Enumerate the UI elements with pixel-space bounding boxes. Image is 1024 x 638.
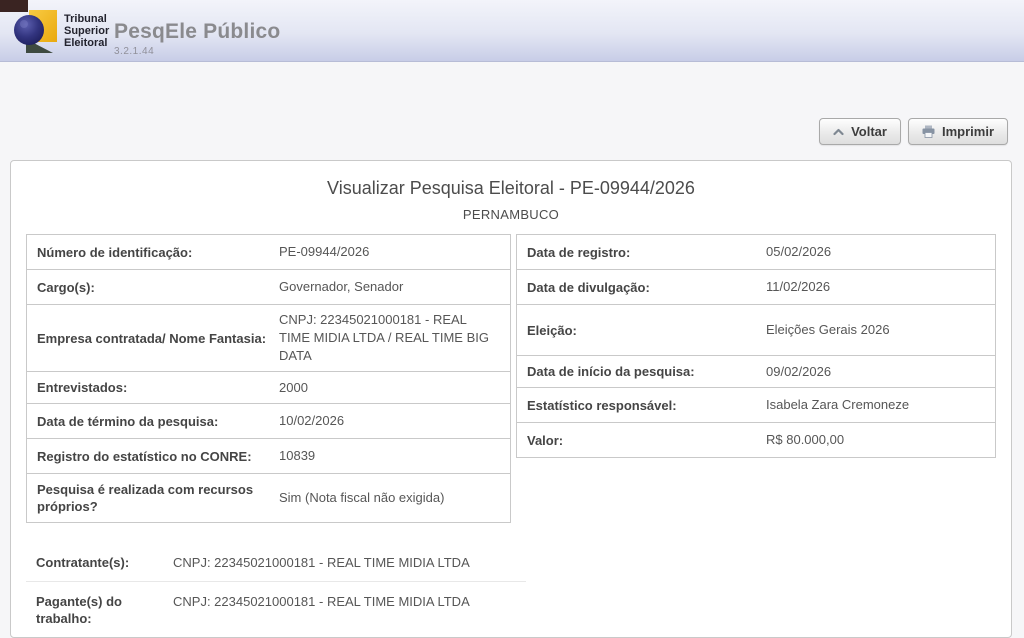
field-label: Data de início da pesquisa: <box>527 364 695 379</box>
field-label: Número de identificação: <box>37 244 193 260</box>
field-row <box>26 438 511 474</box>
field-row <box>26 234 511 270</box>
field-row <box>516 269 996 305</box>
page-title: Visualizar Pesquisa Eleitoral - PE-09944/2026 <box>327 178 695 198</box>
field-row <box>516 355 996 388</box>
field-value: Governador, Senador <box>279 279 404 294</box>
field-value: 09/02/2026 <box>766 363 832 379</box>
field-label: Empresa contratada/ Nome Fantasia: <box>37 330 267 346</box>
field-row <box>26 473 511 523</box>
chevron-up-icon <box>833 128 844 136</box>
field-value: 05/02/2026 <box>766 244 832 259</box>
app-version: 3.2.1.44 <box>114 46 155 57</box>
field-label: Cargo(s): <box>37 279 95 295</box>
field-row <box>26 304 511 372</box>
field-label: Pagante(s) do trabalho: <box>36 594 122 626</box>
field-row <box>26 269 511 305</box>
field-label: Entrevistados: <box>37 380 128 395</box>
field-row <box>26 403 511 439</box>
back-button[interactable] <box>819 118 901 145</box>
back-button-label: Voltar <box>851 124 887 139</box>
printer-icon <box>922 125 935 138</box>
field-label: Data de término da pesquisa: <box>37 413 219 429</box>
field-value: R$ 80.000,00 <box>766 432 845 447</box>
field-row <box>26 543 526 581</box>
field-label: Data de registro: <box>527 244 631 260</box>
field-row <box>516 387 996 423</box>
tse-logo-line: Tribunal <box>64 13 107 25</box>
toolbar <box>819 118 1008 145</box>
field-value: Sim (Nota fiscal não exigida) <box>279 490 445 505</box>
detail-table-right <box>516 234 996 458</box>
field-row <box>26 581 526 637</box>
detail-panel <box>10 160 1012 638</box>
field-value: CNPJ: 22345021000181 - REAL TIME MIDIA LTDA / REAL TIME BIG DATA <box>279 312 489 363</box>
field-row <box>516 422 996 458</box>
field-value: 11/02/2026 <box>766 279 831 294</box>
field-value: CNPJ: 22345021000181 - REAL TIME MIDIA LTDA <box>173 594 470 609</box>
print-button[interactable] <box>908 118 1008 145</box>
page-subtitle: PERNAMBUCO <box>462 207 560 222</box>
field-value: PE-09944/2026 <box>279 244 370 259</box>
field-value: 2000 <box>279 379 308 395</box>
field-value: Isabela Zara Cremoneze <box>766 397 910 412</box>
tse-logo-line: Eleitoral <box>64 37 108 49</box>
print-button-label: Imprimir <box>941 124 994 139</box>
tse-logo-text <box>64 13 109 49</box>
related-parties <box>26 543 526 637</box>
field-value: 10839 <box>279 448 316 463</box>
detail-table-left <box>26 234 511 523</box>
app-title: PesqEle Público <box>114 20 281 43</box>
field-label: Eleição: <box>527 322 577 338</box>
tse-logo <box>12 7 109 55</box>
detail-tables <box>26 234 996 523</box>
field-label: Registro do estatístico no CONRE: <box>37 448 252 464</box>
tse-logo-line: Superior <box>64 25 110 37</box>
field-row <box>26 371 511 404</box>
field-label: Pesquisa é realizada com recursos próprios? <box>37 482 254 514</box>
tse-logo-icon <box>12 7 60 55</box>
field-row <box>516 234 996 270</box>
field-label: Contratante(s): <box>36 555 130 570</box>
field-value: 10/02/2026 <box>279 413 345 428</box>
field-row <box>516 304 996 356</box>
app-header <box>0 0 1024 62</box>
field-value: Eleições Gerais 2026 <box>766 322 890 337</box>
field-value: CNPJ: 22345021000181 - REAL TIME MIDIA LTDA <box>173 555 470 570</box>
field-label: Valor: <box>527 432 564 448</box>
field-label: Estatístico responsável: <box>527 397 677 413</box>
field-label: Data de divulgação: <box>527 279 650 295</box>
